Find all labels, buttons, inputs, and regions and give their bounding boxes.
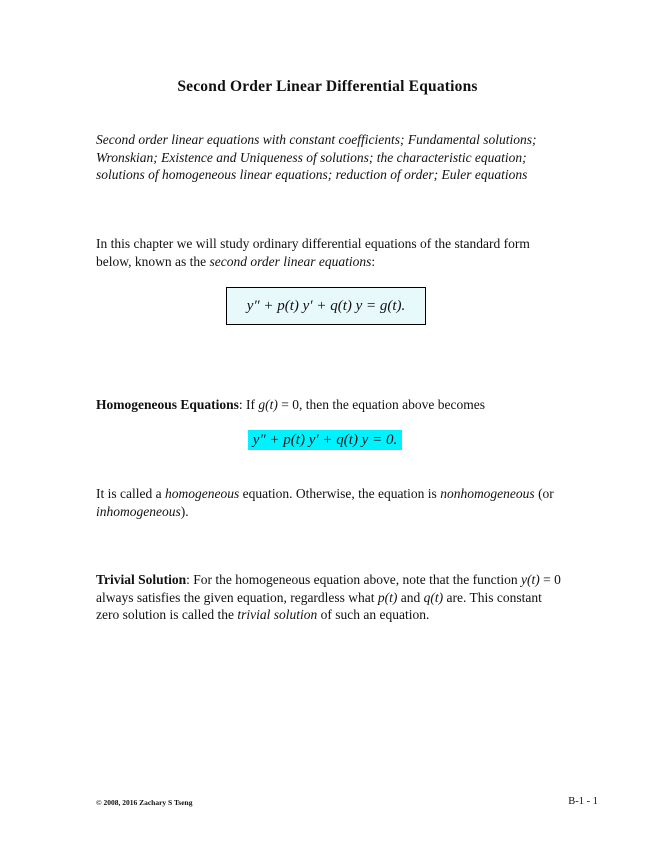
trivial-em: trivial solution (237, 607, 318, 622)
homogeneous-equation: y″ + p(t) y′ + q(t) y = 0. (252, 431, 398, 448)
called-em-nonhomogeneous: nonhomogeneous (440, 486, 535, 501)
intro-text-before: In this chapter we will study ordinary differential equations of the standard form below, known as the (96, 236, 530, 269)
intro-text-after: : (371, 253, 376, 269)
trivial-text-4: are. This constant zero solution is called the (96, 589, 542, 622)
general-equation: y″ + p(t) y′ + q(t) y = g(t). (246, 297, 406, 314)
trivial-text-3: and (397, 589, 424, 605)
homogeneous-text-1: : If (238, 397, 259, 412)
trivial-p-expr: p(t) (377, 589, 398, 605)
trivial-y-expr: y(t) (520, 572, 540, 587)
called-em-inhomogeneous: inhomogeneous (96, 503, 181, 519)
trivial-q-expr: q(t) (423, 589, 444, 605)
footer-copyright: © 2008, 2016 Zachary S Tseng (96, 798, 193, 807)
trivial-text-1: : For the homogeneous equation above, note that the function (186, 572, 521, 587)
footer-page-number: B-1 - 1 (568, 796, 598, 807)
general-equation-box (226, 287, 426, 325)
called-paragraph (96, 485, 561, 520)
abstract-keywords: Second order linear equations with constant coefficients; Fundamental solutions; Wronskian; Existence and Uniqueness of solutions; the characteristic equation; solutions of homogeneous linear equations; reduction of order; Euler equations (96, 132, 537, 182)
trivial-text-2: = 0 always satisfies the given equation, regardless what (96, 572, 561, 605)
homogeneous-heading: Homogeneous Equations (96, 397, 239, 412)
intro-paragraph (96, 235, 561, 270)
called-text-3: (or (534, 486, 554, 501)
trivial-heading: Trivial Solution (96, 572, 187, 587)
homogeneous-paragraph (96, 396, 561, 414)
called-text-4: ). (180, 503, 189, 519)
homogeneous-g-expr: g(t) (258, 397, 278, 412)
trivial-paragraph (96, 571, 561, 624)
intro-emphasis: second order linear equations (209, 253, 372, 269)
homogeneous-text-2: = 0, then the equation above becomes (277, 397, 485, 412)
called-text-1: It is called a (96, 486, 165, 501)
called-em-homogeneous: homogeneous (164, 486, 240, 501)
homogeneous-equation-highlight (248, 430, 402, 450)
called-text-2: equation. Otherwise, the equation is (239, 486, 441, 501)
trivial-text-5: of such an equation. (317, 607, 430, 622)
page-title: Second Order Linear Differential Equations (177, 78, 478, 95)
